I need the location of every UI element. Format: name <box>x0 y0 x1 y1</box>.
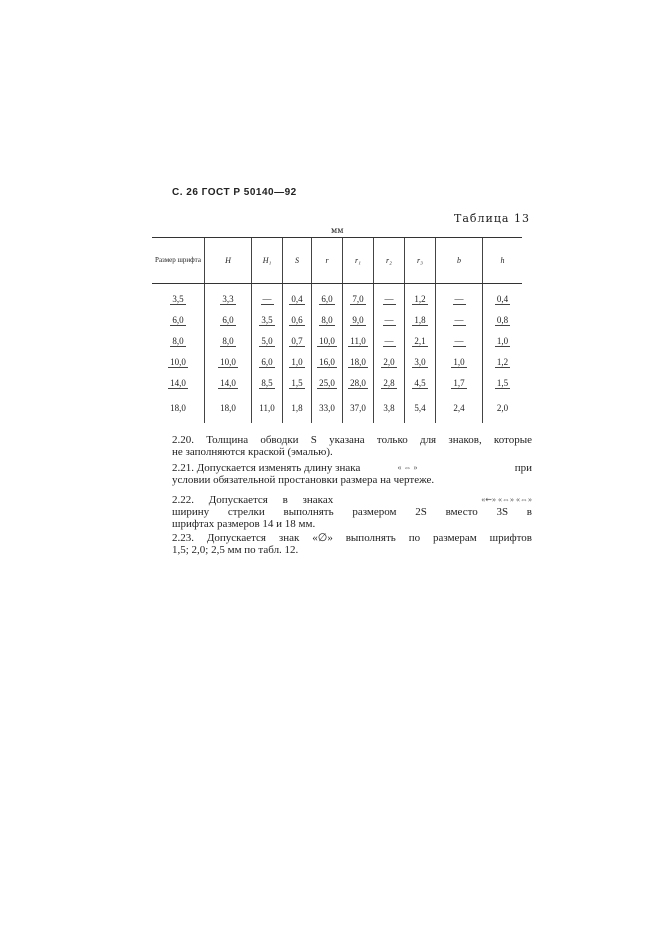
table-cell <box>205 372 252 393</box>
cell-value: 11,0 <box>350 335 366 346</box>
table-cell <box>436 393 483 423</box>
cell-value: 0,8 <box>496 314 509 325</box>
paragraph-line: 2.20. Толщина обводки S указана только для знаков, которые <box>172 434 532 446</box>
cell-value: 8,0 <box>222 335 234 346</box>
cell-value: 18,0 <box>170 403 186 413</box>
table-cell <box>152 372 205 393</box>
data-table <box>152 237 522 423</box>
table-cell <box>205 284 252 310</box>
cell-value: 1,7 <box>453 377 465 388</box>
cell-value: 1,0 <box>453 356 465 367</box>
column-header: H₁ <box>252 238 283 284</box>
cell-value: 3,3 <box>222 293 234 304</box>
paragraph-line: шрифтах размеров 14 и 18 мм. <box>172 518 316 530</box>
table-cell <box>343 284 374 310</box>
cell-value: 14,0 <box>220 377 236 388</box>
table-cell <box>252 393 283 423</box>
column-header: r₃ <box>405 238 436 284</box>
cell-value: — <box>384 293 394 304</box>
cell-value: 2,0 <box>496 403 509 413</box>
cell-value: 1,5 <box>291 377 303 388</box>
cell-value: 28,0 <box>350 377 366 388</box>
table-cell <box>343 330 374 351</box>
cell-value: 0,4 <box>291 293 303 304</box>
table-row <box>152 351 522 372</box>
table-cell <box>374 351 405 372</box>
table-row <box>152 284 522 310</box>
paragraph-line: условии обязательной простановки размера на чертеже. <box>172 474 435 486</box>
table-unit: мм <box>331 226 344 235</box>
cell-value: 16,0 <box>319 356 335 367</box>
cell-value: 2,0 <box>383 356 395 367</box>
table-cell <box>283 284 312 310</box>
cell-value: 33,0 <box>319 403 335 413</box>
cell-value: 5,0 <box>261 335 273 346</box>
paragraph-2-20 <box>172 434 532 458</box>
table-cell <box>405 330 436 351</box>
cell-value: — <box>262 293 272 304</box>
column-header: b <box>436 238 483 284</box>
table-cell <box>283 393 312 423</box>
table-cell <box>152 330 205 351</box>
cell-value: 6,0 <box>321 293 333 304</box>
paragraph-2-23 <box>172 532 532 556</box>
table-cell <box>312 309 343 330</box>
column-header: r <box>312 238 343 284</box>
table-cell <box>483 284 523 310</box>
table-cell <box>436 284 483 310</box>
table-cell <box>152 309 205 330</box>
table-cell <box>283 330 312 351</box>
page-header: С. 26 ГОСТ Р 50140—92 <box>172 187 297 198</box>
column-header: Размер шрифта <box>152 238 205 284</box>
table-cell <box>252 330 283 351</box>
table-row <box>152 309 522 330</box>
cell-value: 10,0 <box>220 356 236 367</box>
table-body <box>152 284 522 424</box>
table-cell <box>205 351 252 372</box>
cell-value: 14,0 <box>170 377 186 388</box>
cell-value: 37,0 <box>350 403 366 413</box>
cell-value: 3,5 <box>172 293 184 304</box>
table-cell <box>252 351 283 372</box>
cell-value: 1,0 <box>496 335 509 346</box>
table-cell <box>152 393 205 423</box>
cell-value: 6,0 <box>222 314 234 325</box>
table-cell <box>374 330 405 351</box>
paragraph-line: 1,5; 2,0; 2,5 мм по табл. 12. <box>172 544 299 556</box>
table-cell <box>252 372 283 393</box>
table-cell <box>405 372 436 393</box>
paragraph-text: при <box>514 462 532 474</box>
cell-value: 1,2 <box>414 293 426 304</box>
table-cell <box>405 351 436 372</box>
table-cell <box>374 284 405 310</box>
arrow-symbols-icon: «⇜» «⇔» «⇔» <box>481 495 532 504</box>
cell-value: 1,2 <box>496 356 509 367</box>
table-cell <box>483 372 523 393</box>
table-cell <box>343 351 374 372</box>
cell-value: 1,8 <box>414 314 426 325</box>
table-cell <box>205 309 252 330</box>
paragraph-2-22 <box>172 494 532 530</box>
table-cell <box>312 393 343 423</box>
table-cell <box>343 372 374 393</box>
cell-value: 2,1 <box>414 335 426 346</box>
table-cell <box>436 330 483 351</box>
column-header: r₂ <box>374 238 405 284</box>
table-cell <box>312 372 343 393</box>
cell-value: 18,0 <box>220 403 236 413</box>
table-cell <box>312 330 343 351</box>
column-header: S <box>283 238 312 284</box>
table-cell <box>483 393 523 423</box>
cell-value: — <box>454 293 464 304</box>
table-cell <box>252 284 283 310</box>
paragraph-text: 2.22. Допускается в знаках <box>172 494 334 506</box>
paragraph-2-21 <box>172 462 532 486</box>
table-cell <box>152 284 205 310</box>
cell-value: 18,0 <box>350 356 366 367</box>
table-cell <box>436 372 483 393</box>
cell-value: 0,6 <box>291 314 303 325</box>
cell-value: 0,7 <box>291 335 303 346</box>
table-cell <box>252 309 283 330</box>
cell-value: 3,5 <box>261 314 273 325</box>
table-caption: Таблица 13 <box>454 212 530 225</box>
table-cell <box>312 351 343 372</box>
table-cell <box>436 351 483 372</box>
cell-value: 10,0 <box>170 356 186 367</box>
table-cell <box>283 309 312 330</box>
cell-value: 1,5 <box>496 377 509 388</box>
cell-value: 3,8 <box>383 403 395 413</box>
table-cell <box>374 393 405 423</box>
paragraph-text: 2.21. Допускается изменять длину знака <box>172 462 361 474</box>
cell-value: — <box>454 335 464 346</box>
cell-value: 2,8 <box>383 377 395 388</box>
table-cell <box>483 351 523 372</box>
paragraph-line: ширину стрелки выполнять размером 2S вместо 3S в <box>172 506 532 518</box>
cell-value: 0,4 <box>496 293 509 304</box>
cell-value: 6,0 <box>261 356 273 367</box>
table-header-row <box>152 238 522 284</box>
cell-value: 5,4 <box>414 403 426 413</box>
table-cell <box>483 309 523 330</box>
table-cell <box>374 372 405 393</box>
cell-value: — <box>384 335 394 346</box>
table-cell <box>436 309 483 330</box>
paragraph-line: не заполняются краской (эмалью). <box>172 446 333 458</box>
table-cell <box>483 330 523 351</box>
column-header: r₁ <box>343 238 374 284</box>
table-row <box>152 393 522 423</box>
table-cell <box>283 351 312 372</box>
table-cell <box>312 284 343 310</box>
table-row <box>152 372 522 393</box>
cell-value: 6,0 <box>172 314 184 325</box>
cell-value: 9,0 <box>352 314 364 325</box>
table-cell <box>205 393 252 423</box>
cell-value: — <box>384 314 394 325</box>
column-header: H <box>205 238 252 284</box>
cell-value: 11,0 <box>259 403 275 413</box>
cell-value: — <box>454 314 464 325</box>
table-cell <box>405 309 436 330</box>
cell-value: 25,0 <box>319 377 335 388</box>
table-cell <box>405 393 436 423</box>
cell-value: 1,8 <box>291 403 303 413</box>
cell-value: 1,0 <box>291 356 303 367</box>
table-cell <box>152 351 205 372</box>
column-header: h <box>483 238 523 284</box>
table-cell <box>405 284 436 310</box>
arrow-symbol-icon: « ⇔ » <box>397 463 418 472</box>
paragraph-line: 2.23. Допускается знак «∅» выполнять по размерам шрифтов <box>172 532 532 544</box>
cell-value: 10,0 <box>319 335 335 346</box>
cell-value: 2,4 <box>453 403 465 413</box>
cell-value: 8,0 <box>321 314 333 325</box>
table-cell <box>283 372 312 393</box>
table-cell <box>343 309 374 330</box>
cell-value: 3,0 <box>414 356 426 367</box>
cell-value: 4,5 <box>414 377 426 388</box>
cell-value: 8,5 <box>261 377 273 388</box>
table-row <box>152 330 522 351</box>
table-cell <box>205 330 252 351</box>
cell-value: 7,0 <box>352 293 364 304</box>
cell-value: 8,0 <box>172 335 184 346</box>
table-cell <box>374 309 405 330</box>
table-cell <box>343 393 374 423</box>
